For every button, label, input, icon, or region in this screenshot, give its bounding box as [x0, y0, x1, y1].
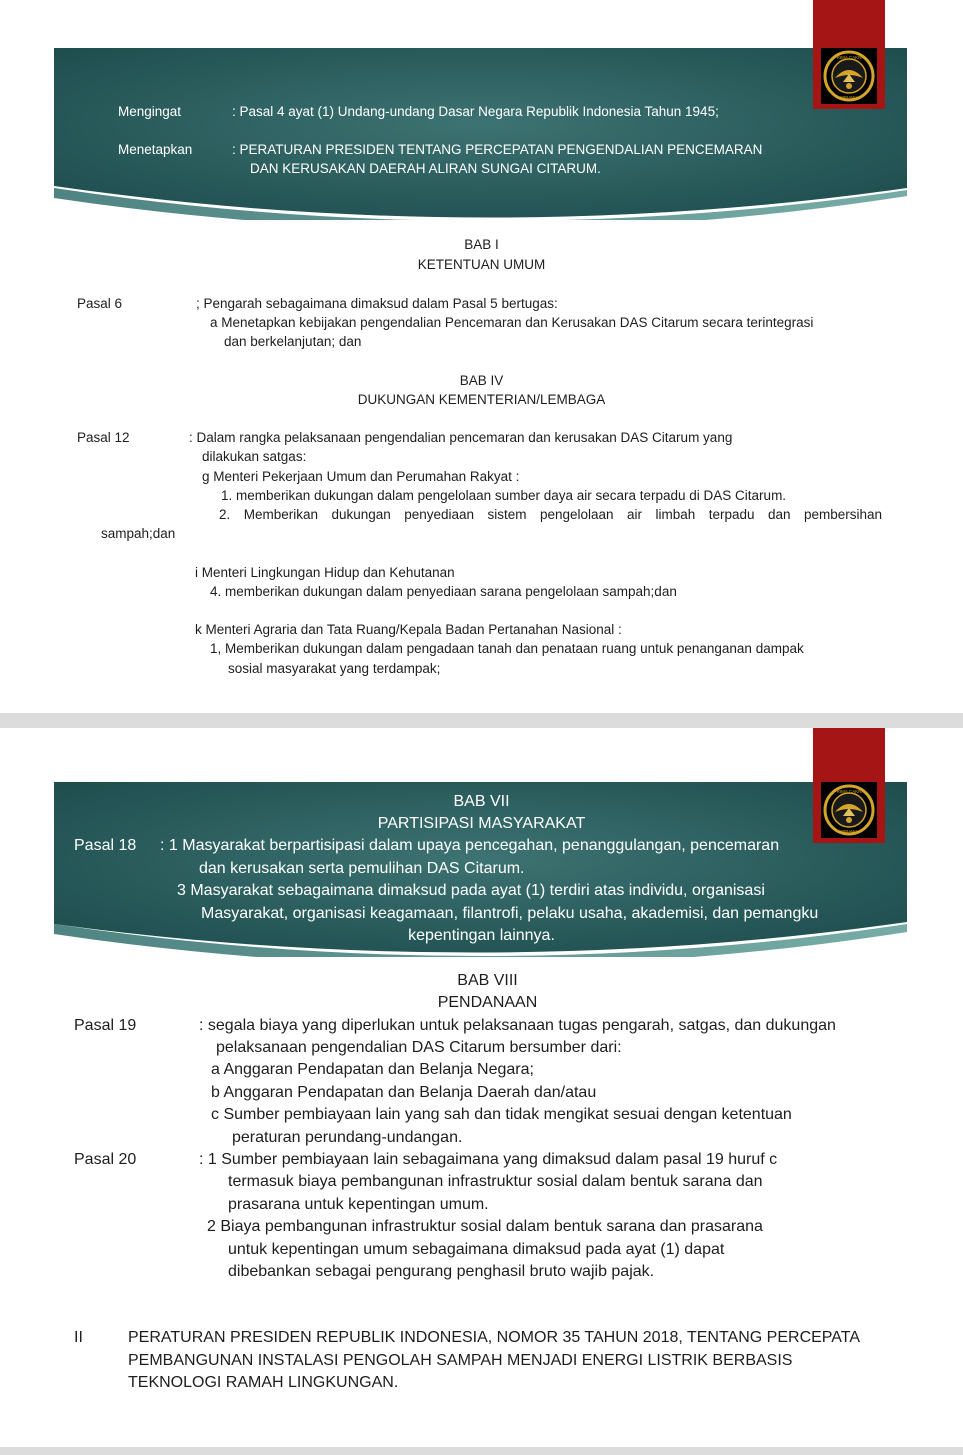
section-ii-line1: PERATURAN PRESIDEN REPUBLIK INDONESIA, NOMOR 35 TAHUN 2018, TENTANG PERCEPATA	[128, 1329, 861, 1346]
emblem-bottom-text: WIBAWA	[839, 829, 859, 834]
item-g-2-line2: sampah;dan	[101, 526, 176, 541]
pasal6-label: Pasal 6	[77, 296, 123, 311]
pasal6-item-a-line1: a Menetapkan kebijakan pengendalian Pencemaran dan Kerusakan DAS Citarum secara terintegrasi	[210, 315, 814, 330]
emblem-bottom-text: WIBAWA	[839, 95, 859, 100]
menetapkan-text-line1: : PERATURAN PRESIDEN TENTANG PERCEPATAN PENGENDALIAN PENCEMARAN	[232, 142, 763, 157]
pasal19-item-a: a Anggaran Pendapatan dan Belanja Negara;	[211, 1061, 534, 1078]
pasal19-label: Pasal 19	[74, 1017, 137, 1034]
item-k-1-line1: 1, Memberikan dukungan dalam pengadaan tanah dan penataan ruang untuk penanganan dampak	[210, 641, 804, 656]
pasal20-2-line1: 2 Biaya pembangunan infrastruktur sosial dalam bentuk sarana dan prasarana	[207, 1218, 763, 1235]
pasal19-line2: pelaksanaan pengendalian DAS Citarum bersumber dari:	[216, 1039, 622, 1056]
pasal20-1-line3: prasarana untuk kepentingan umum.	[228, 1196, 489, 1213]
bab4-title: BAB IV	[459, 373, 504, 388]
pasal12-label: Pasal 12	[77, 430, 130, 445]
emblem-logo-icon	[821, 48, 877, 104]
pasal20-label: Pasal 20	[74, 1151, 137, 1168]
pasal6-intro: ; Pengarah sebagaimana dimaksud dalam Pasal 5 bertugas:	[196, 296, 558, 311]
item-i: i Menteri Lingkungan Hidup dan Kehutanan	[195, 565, 455, 580]
pasal20-1-line1: : 1 Sumber pembiayaan lain sebagaimana yang dimaksud dalam pasal 19 huruf c	[199, 1151, 778, 1168]
pasal12-intro-line2: dilakukan satgas:	[202, 449, 307, 464]
pasal20-1-line2: termasuk biaya pembangunan infrastruktur sosial dalam bentuk sarana dan	[228, 1173, 763, 1190]
menetapkan-text-line2: DAN KERUSAKAN DAERAH ALIRAN SUNGAI CITARUM.	[250, 161, 601, 176]
bab7-subtitle: PARTISIPASI MASYARAKAT	[377, 815, 586, 832]
pasal6-item-a-line2: dan berkelanjutan; dan	[224, 334, 362, 349]
bab1-subtitle: KETENTUAN UMUM	[417, 257, 546, 272]
pasal18-1-line1: : 1 Masyarakat berpartisipasi dalam upaya pencegahan, penanggulangan, pencemaran	[160, 837, 780, 854]
pasal18-3-line2: Masyarakat, organisasi keagamaan, filantrofi, pelaku usaha, akademisi, dan pemangku	[201, 905, 819, 922]
bab4-subtitle: DUKUNGAN KEMENTERIAN/LEMBAGA	[357, 392, 606, 407]
item-g: g Menteri Pekerjaan Umum dan Perumahan Rakyat :	[202, 469, 520, 484]
pasal18-3-line3: kepentingan lainnya.	[408, 927, 555, 944]
pasal18-3-line1: 3 Masyarakat sebagaimana dimaksud pada ayat (1) terdiri atas individu, organisasi	[177, 882, 765, 899]
item-g-1: 1. memberikan dukungan dalam pengelolaan sumber daya air secara terpadu di DAS Citarum.	[221, 488, 787, 503]
pasal19-item-c-line2: peraturan perundang-undangan.	[232, 1129, 463, 1146]
bab8-subtitle: PENDANAAN	[437, 994, 538, 1011]
slide-1	[0, 0, 963, 713]
bab7-title: BAB VII	[453, 793, 510, 810]
bab8-title: BAB VIII	[457, 972, 518, 989]
emblem-top-text: PRIMA CAKRA	[833, 789, 865, 794]
mengingat-text: : Pasal 4 ayat (1) Undang-undang Dasar Negara Republik Indonesia Tahun 1945;	[232, 104, 719, 119]
pasal19-item-c-line1: c Sumber pembiayaan lain yang sah dan tidak mengikat sesuai dengan ketentuan	[211, 1106, 792, 1123]
mengingat-label: Mengingat	[118, 104, 182, 119]
section-ii-number: II	[74, 1329, 83, 1346]
emblem-top-text: PRIMA CAKRA	[833, 55, 865, 60]
item-k-1-line2: sosial masyarakat yang terdampak;	[228, 661, 441, 676]
bab1-title: BAB I	[464, 237, 499, 252]
pasal12-intro-line1: : Dalam rangka pelaksanaan pengendalian pencemaran dan kerusakan DAS Citarum yang	[189, 430, 733, 445]
header-band	[54, 48, 907, 220]
item-k: k Menteri Agraria dan Tata Ruang/Kepala Badan Pertanahan Nasional :	[195, 622, 622, 637]
pasal20-2-line2: untuk kepentingan umum sebagaimana dimaksud pada ayat (1) dapat	[228, 1241, 725, 1258]
pasal19-item-b: b Anggaran Pendapatan dan Belanja Daerah dan/atau	[211, 1084, 597, 1101]
ribbon-bookmark	[813, 0, 885, 109]
pasal20-2-line3: dibebankan sebagai pengurang penghasil bruto wajib pajak.	[228, 1263, 655, 1280]
item-g-2-line1: 2. Memberikan dukungan penyediaan sistem pengelolaan air limbah terpadu dan pembersihan	[219, 507, 882, 522]
menetapkan-label: Menetapkan	[118, 142, 193, 157]
pasal18-label: Pasal 18	[74, 837, 137, 854]
section-ii-line2: PEMBANGUNAN INSTALASI PENGOLAH SAMPAH MENJADI ENERGI LISTRIK BERBASIS	[128, 1352, 793, 1369]
slide-2	[0, 728, 963, 1447]
pasal19-line1: : segala biaya yang diperlukan untuk pelaksanaan tugas pengarah, satgas, dan dukungan	[199, 1017, 836, 1034]
item-i-4: 4. memberikan dukungan dalam penyediaan sarana pengelolaan sampah;dan	[210, 584, 677, 599]
section-ii-line3: TEKNOLOGI RAMAH LINGKUNGAN.	[128, 1374, 399, 1391]
pasal18-1-line2: dan kerusakan serta pemulihan DAS Citarum.	[199, 860, 525, 877]
